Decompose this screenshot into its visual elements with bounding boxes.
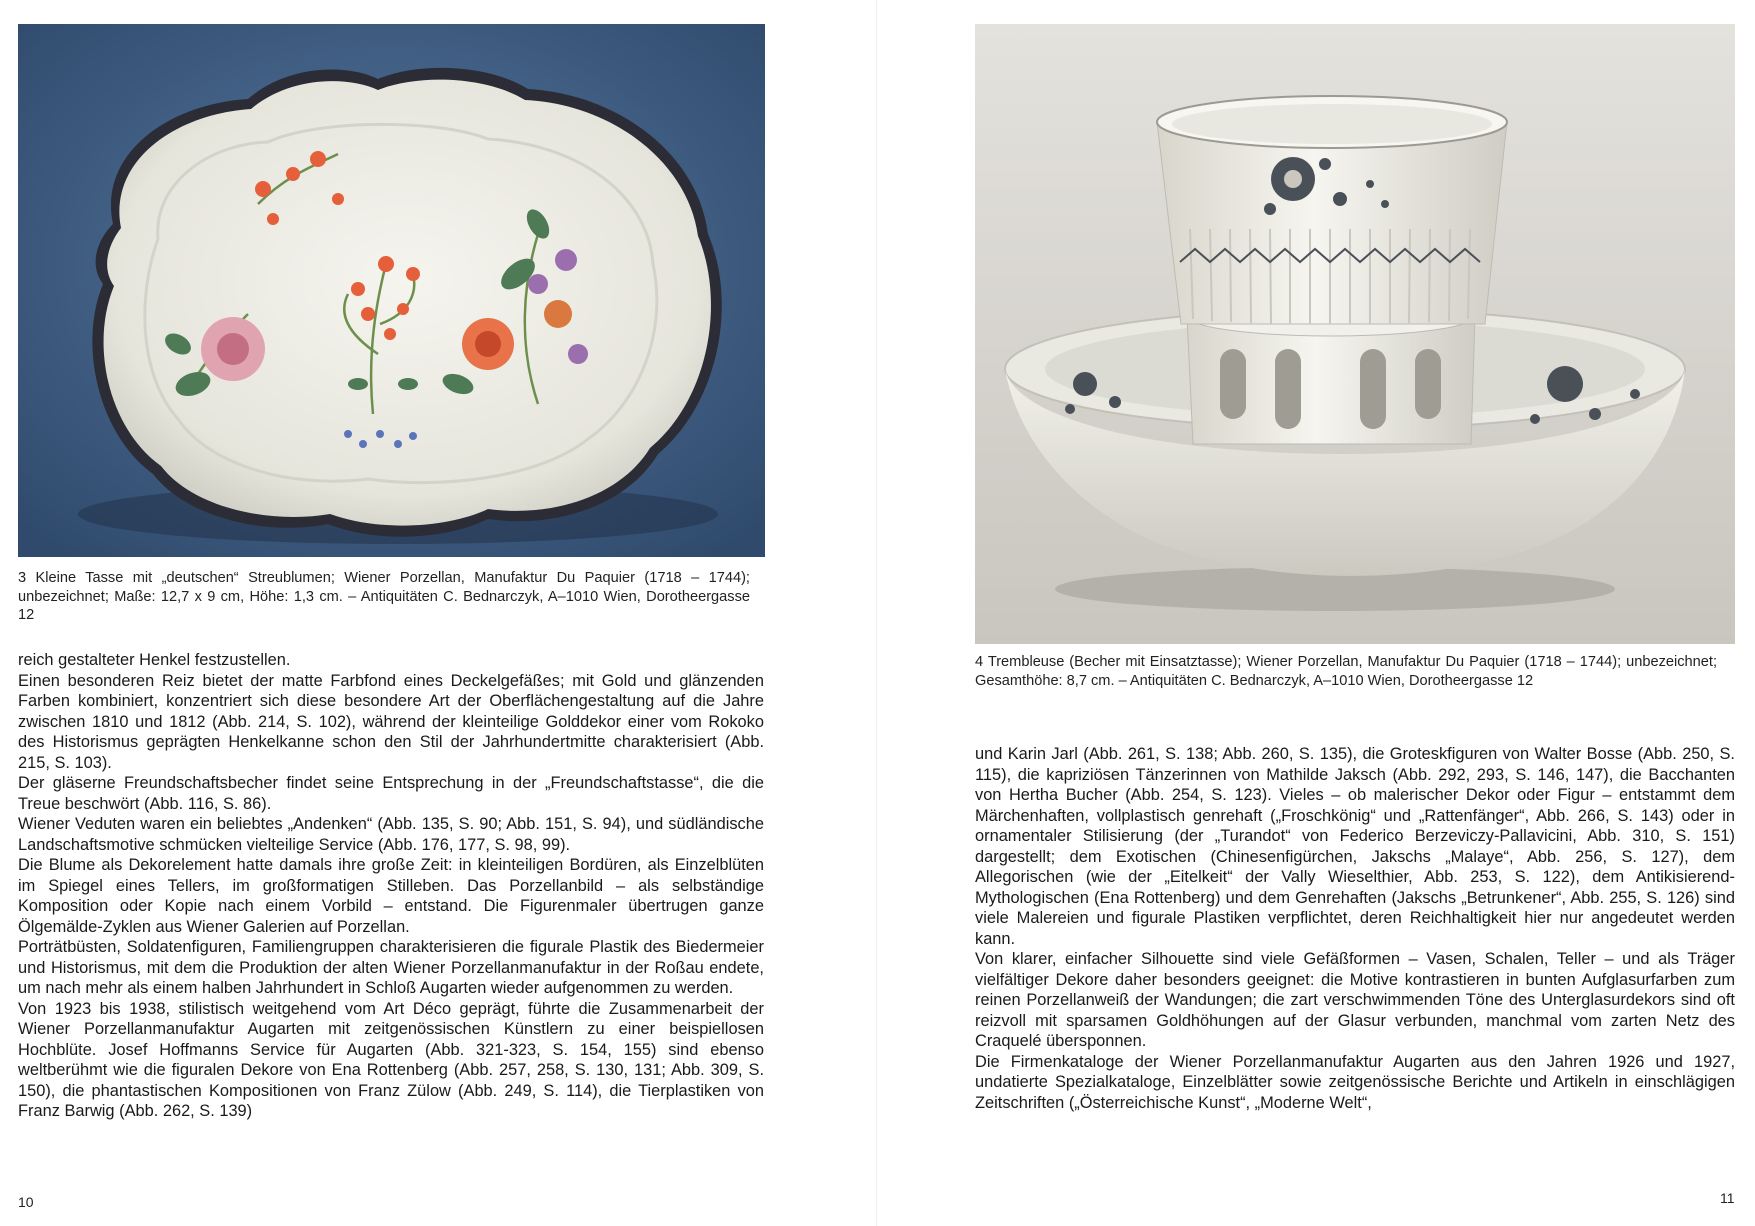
body-text	[18, 650, 764, 1122]
paragraph: Wiener Veduten waren ein beliebtes „Andenken“ (Abb. 135, S. 90; Abb. 151, S. 94), und südländische Landschaftsmotive schmücken vielteilige Service (Abb. 176, 177, S. 98, 99).	[18, 815, 764, 854]
page-number: 10	[18, 1194, 34, 1210]
photo-plate	[18, 24, 765, 557]
body-text	[975, 744, 1735, 1113]
figure-caption: 3 Kleine Tasse mit „deutschen“ Streublumen; Wiener Porzellan, Manufaktur Du Paquier (1718 – 1744); unbezeichnet; Maße: 12,7 x 9 cm, Höhe: 1,3 cm. – Antiquitäten C. Bednarczyk, A–1010 Wien, Dorotheergasse 12	[18, 570, 750, 623]
paragraph: Der gläserne Freundschaftsbecher findet seine Entsprechung in der „Freundschaftstasse“, die die Treue beschwört (Abb. 116, S. 86).	[18, 774, 764, 813]
trembleuse-image	[975, 24, 1735, 644]
page-number: 11	[1720, 1190, 1735, 1206]
figure-caption: 4 Trembleuse (Becher mit Einsatztasse); Wiener Porzellan, Manufaktur Du Paquier (1718 – 1744); unbezeichnet; Gesamthöhe: 8,7 cm. – Antiquitäten C. Bednarczyk, A–1010 Wien, Dorotheergasse 12	[975, 654, 1717, 689]
right-page	[877, 0, 1755, 1226]
paragraph: Von 1923 bis 1938, stilistisch weitgehend vom Art Déco geprägt, führte die Zusammenarbeit der Wiener Porzellanmanufaktur Augarten mit zeitgenössischen Künstlern zu einer beispiellosen Hochblüte. Josef Hoffmanns Service für Augarten (Abb. 321-323, S. 154, 155) sind ebenso weltberühmt wie die figuralen Dekore von Ena Rottenberg (Abb. 257, 258, S. 130, 131; Abb. 309, S. 150), die phantastischen Kompositionen von Franz Zülow (Abb. 249, S. 114), die Tierplastiken von Franz Barwig (Abb. 262, S. 139)	[18, 999, 764, 1120]
paragraph: Die Blume als Dekorelement hatte damals ihre große Zeit: in kleinteiligen Bordüren, als Einzelblüten im Spiegel eines Tellers, im großformatigen Stilleben. Das Porzellanbild – als selbständige Komposition oder Kopie nach einem Vorbild – entstand. Die Figurenmaler übertrugen ganze Ölgemälde-Zyklen aus Wiener Galerien auf Porzellan.	[18, 856, 764, 936]
paragraph: Porträtbüsten, Soldatenfiguren, Familiengruppen charakterisieren die figurale Plastik des Biedermeier und Historismus, mit dem die Produktion der alten Wiener Porzellanmanufaktur in der Roßau endete, um nach mehr als einem halben Jahrhundert in Schloß Augarten wieder aufgenommen zu werden.	[18, 938, 764, 997]
paragraph: Von klarer, einfacher Silhouette sind viele Gefäßformen – Vasen, Schalen, Teller – und als Träger vielfältiger Dekore daher besonders geeignet: die Motive kontrastieren in bunten Aufglasurfarben zum reinen Porzellanweiß der Wandungen; die zart verschwimmenden Töne des Unterglasurdekors sind oft reizvoll mit sparsamen Goldhöhungen auf der Glasur verbunden, manchmal vom zarten Netz des Craquelé übersponnen.	[975, 950, 1735, 1050]
photo-trembleuse	[975, 24, 1735, 644]
paragraph: reich gestalteter Henkel festzustellen.	[18, 651, 291, 669]
paragraph: Die Firmenkataloge der Wiener Porzellanmanufaktur Augarten aus den Jahren 1926 und 1927, undatierte Spezialkataloge, Einzelblätter sowie zeitgenössische Berichte und Artikeln in einschlägigen Zeitschriften („Österreichische Kunst“, „Moderne Welt“,	[975, 1052, 1735, 1112]
paragraph: Einen besonderen Reiz bietet der matte Farbfond eines Deckelgefäßes; mit Gold und glänzenden Farben kombiniert, konzentriert sich diese besondere Art der Oberflächengestaltung auf die Jahre zwischen 1810 und 1812 (Abb. 214, S. 102), während der kleinteilige Golddekor einer vom Rokoko des Historismus geprägten Henkelkanne schon den Stil der Jahrhundertmitte charakterisiert (Abb. 215, S. 103).	[18, 671, 764, 772]
left-page	[0, 0, 877, 1226]
paragraph: und Karin Jarl (Abb. 261, S. 138; Abb. 260, S. 135), die Groteskfiguren von Walter Bosse (Abb. 250, S. 115), die kapriziösen Tänzerinnen von Mathilde Jaksch (Abb. 292, 293, S. 146, 147), die Bacchanten von Hertha Bucher (Abb. 254, S. 123). Vieles – ob malerischer Dekor oder Figur – entstammt dem Märchenhaften, vollplastisch genrehaft („Froschkönig“ und „Rattenfänger“, Abb. 266, S. 143) oder in ornamentaler Stilisierung (der „Turandot“ von Federico Berzeviczy-Pallavicini, Abb. 310, S. 151) dargestellt; dem Exotischen (Chinesenfigürchen, Jakschs „Malaye“, Abb. 256, S. 127), dem Allegorischen (wie der „Eitelkeit“ der Vally Wieselthier, Abb. 253, S. 122), dem Antikisierend-Mythologischen (Ena Rottenberg) und dem Genrehaften (Jakschs „Betrunkener“, Abb. 255, S. 126) sind viele Malereien und figurale Plastiken verpflichtet, deren Reichhaltigkeit hier nur angedeutet werden kann.	[975, 745, 1735, 948]
plate-image	[18, 24, 765, 557]
